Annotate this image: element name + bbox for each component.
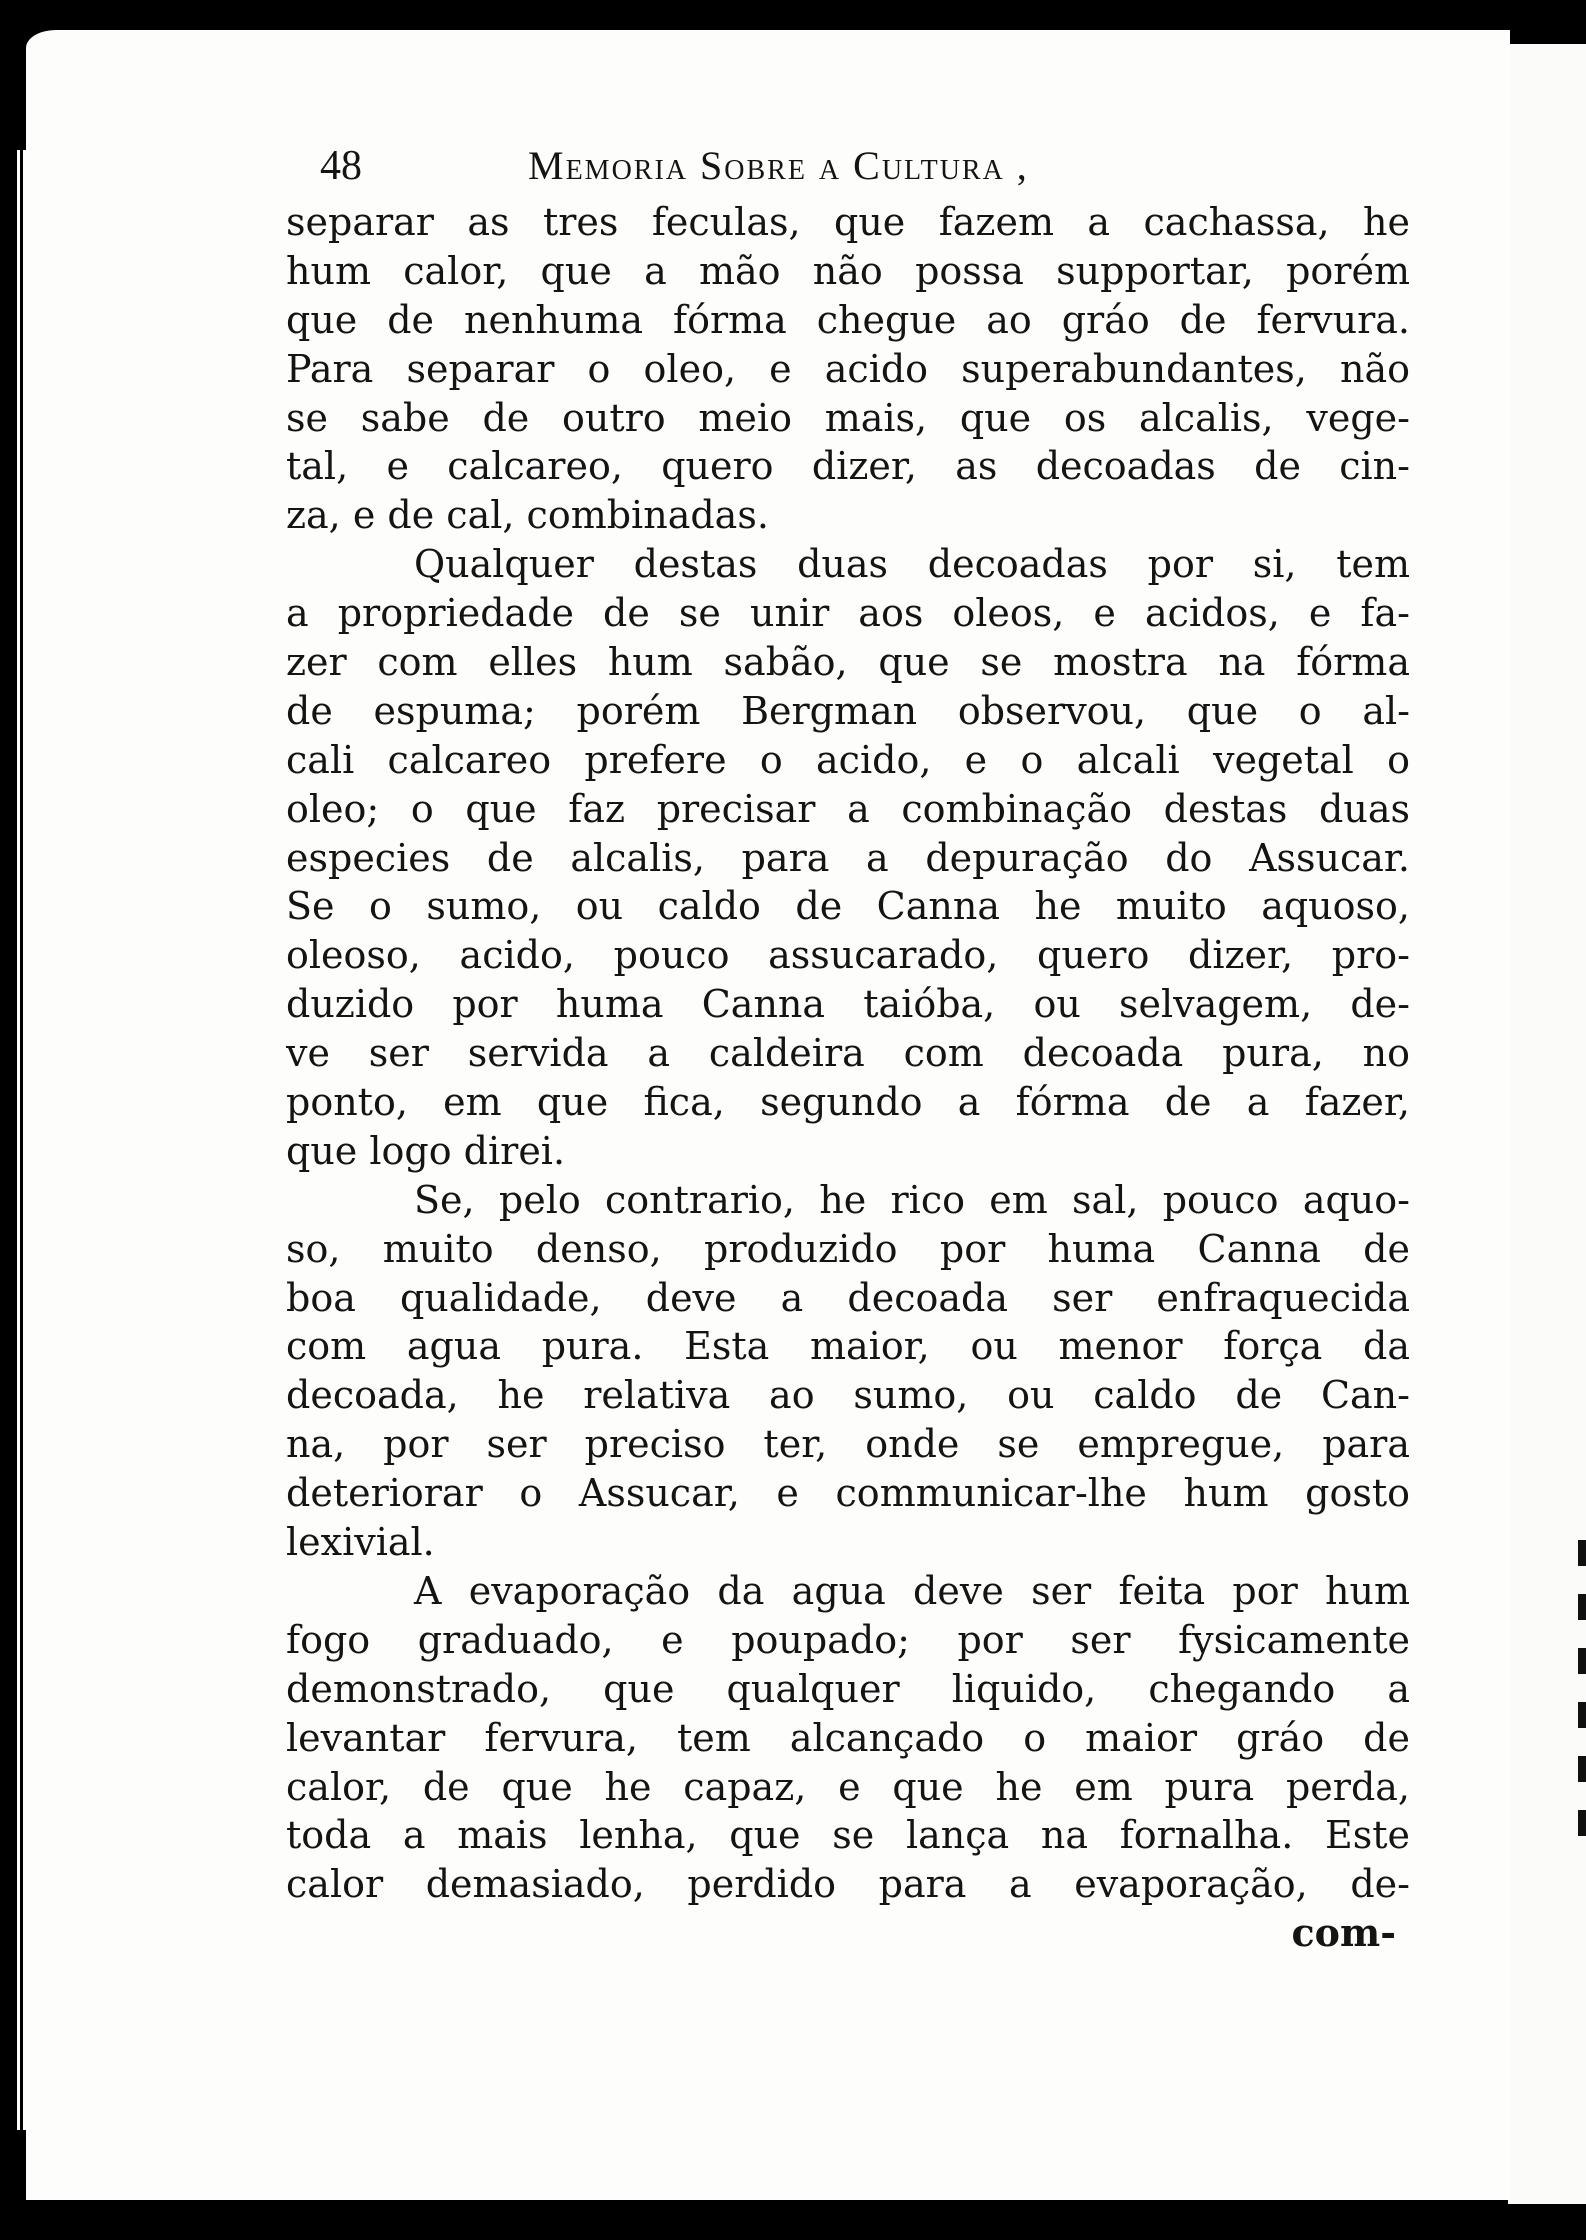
text-line: separar as tres feculas, que fazem a cachassa, he	[286, 200, 1410, 244]
text-line: que logo direi.	[286, 1128, 566, 1173]
running-head	[286, 136, 1410, 198]
text-line: se sabe de outro meio mais, que os alcalis, vege-	[286, 395, 1410, 440]
facing-page-bleed	[1578, 1540, 1586, 1840]
text-line: Se o sumo, ou caldo de Canna he muito aquoso,	[286, 884, 1410, 929]
text-line: na, por ser preciso ter, onde se empregue, para	[286, 1422, 1410, 1467]
running-title: Memoria Sobre a Cultura ,	[528, 143, 1029, 188]
text-line: decoada, he relativa ao sumo, ou caldo de Can-	[286, 1373, 1410, 1418]
text-block	[286, 136, 1410, 1958]
text-line: zer com elles hum sabão, que se mostra na fórma	[286, 640, 1410, 685]
text-line: deteriorar o Assucar, e communicar-lhe hum gosto	[286, 1471, 1410, 1516]
text-line: duzido por huma Canna taióba, ou selvagem, de-	[286, 982, 1410, 1027]
text-line: calor demasiado, perdido para a evaporação, de-	[286, 1862, 1410, 1907]
text-line: lexivial.	[286, 1520, 435, 1565]
text-line: levantar fervura, tem alcançado o maior gráo de	[286, 1715, 1410, 1760]
text-line: tal, e calcareo, quero dizer, as decoadas de cin-	[286, 444, 1410, 489]
text-line: oleoso, acido, pouco assucarado, quero dizer, pro-	[286, 933, 1410, 978]
text-line: Para separar o oleo, e acido superabundantes, não	[286, 346, 1410, 391]
text-line: que de nenhuma fórma chegue ao gráo de fervura.	[286, 297, 1410, 342]
paragraph-first-line: Se, pelo contrario, he rico em sal, pouco aquo-	[414, 1177, 1410, 1222]
catchword: com-	[1291, 1910, 1396, 1956]
paragraph-first-line: A evaporação da agua deve ser feita por hum	[414, 1568, 1410, 1613]
text-line: a propriedade de se unir aos oleos, e acidos, e fa-	[286, 591, 1410, 636]
text-line: toda a mais lenha, que se lança na fornalha. Este	[286, 1813, 1410, 1858]
paragraph-first-line: Qualquer destas duas decoadas por si, tem	[414, 542, 1410, 587]
text-line: oleo; o que faz precisar a combinação destas duas	[286, 786, 1410, 831]
text-line: boa qualidade, deve a decoada ser enfraquecida	[286, 1275, 1410, 1320]
page-number: 48	[320, 143, 362, 189]
text-line: fogo graduado, e poupado; por ser fysicamente	[286, 1617, 1410, 1662]
text-line: demonstrado, que qualquer liquido, chegando a	[286, 1666, 1410, 1711]
text-line: calor, de que he capaz, e que he em pura perda,	[286, 1764, 1410, 1809]
text-line: ve ser servida a caldeira com decoada pura, no	[286, 1031, 1410, 1076]
text-line: de espuma; porém Bergman observou, que o al-	[286, 688, 1410, 733]
text-line: especies de alcalis, para a depuração do Assucar.	[286, 835, 1410, 880]
facing-page-edge	[1508, 44, 1586, 2204]
text-line: ponto, em que fica, segundo a fórma de a fazer,	[286, 1080, 1410, 1125]
text-line: com agua pura. Esta maior, ou menor força da	[286, 1324, 1410, 1369]
text-line: hum calor, que a mão não possa supportar, porém	[286, 248, 1410, 293]
text-line: za, e de cal, combinadas.	[286, 493, 769, 538]
text-line: so, muito denso, produzido por huma Canna de	[286, 1226, 1410, 1271]
text-line: cali calcareo prefere o acido, e o alcali vegetal o	[286, 737, 1410, 782]
